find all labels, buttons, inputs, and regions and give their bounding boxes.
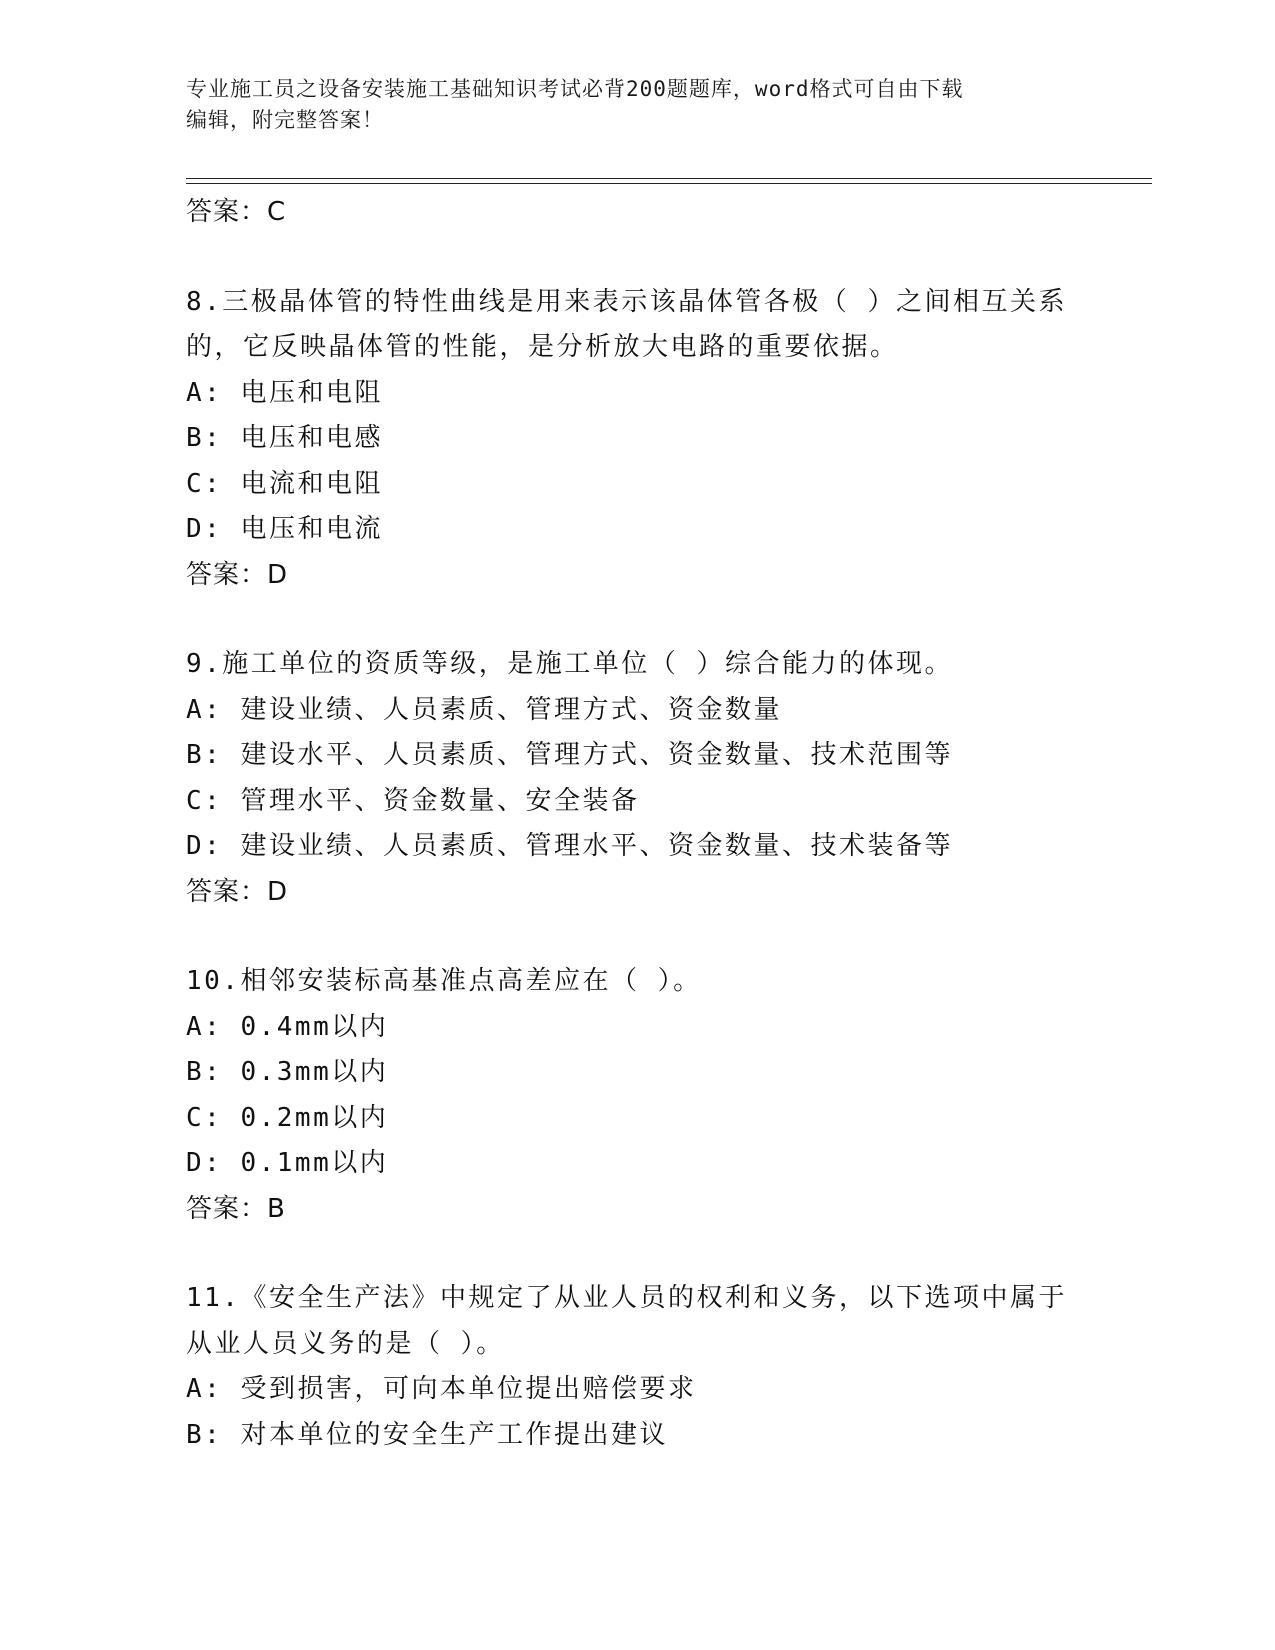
question-text: 8.三极晶体管的特性曲线是用来表示该晶体管各极（ ）之间相互关系 <box>186 286 1067 317</box>
option-d: D: 0.1mm以内 <box>186 1148 389 1178</box>
answer-line: 答案：C <box>186 197 287 227</box>
question-block <box>186 280 1086 599</box>
question-text: 从业人员义务的是（ ）。 <box>186 1328 505 1359</box>
question-block <box>186 642 1086 915</box>
header-line-2: 编辑，附完整答案！ <box>186 108 384 132</box>
option-a: A: 电压和电阻 <box>186 377 383 408</box>
document-header <box>186 74 1086 136</box>
header-line-1: 专业施工员之设备安装施工基础知识考试必背200题题库，word格式可自由下载 <box>186 77 964 101</box>
answer-line: 答案：D <box>186 559 289 590</box>
answer-line: 答案：B <box>186 1193 286 1224</box>
question-text: 9.施工单位的资质等级，是施工单位（ ）综合能力的体现。 <box>186 649 953 679</box>
document-body <box>186 190 1086 1458</box>
option-b: B: 电压和电感 <box>186 423 383 453</box>
question-block <box>186 959 1086 1232</box>
option-c: C: 电流和电阻 <box>186 468 383 499</box>
option-d: D: 电压和电流 <box>186 514 383 544</box>
option-a: A: 建设业绩、人员素质、管理方式、资金数量 <box>186 694 782 725</box>
option-a: A: 受到损害，可向本单位提出赔偿要求 <box>186 1374 697 1404</box>
question-block <box>186 1276 1086 1458</box>
option-c: C: 0.2mm以内 <box>186 1102 389 1133</box>
option-b: B: 对本单位的安全生产工作提出建议 <box>186 1419 668 1450</box>
header-rule-bottom <box>186 183 1152 184</box>
answer-line: 答案：D <box>186 876 289 907</box>
option-c: C: 管理水平、资金数量、安全装备 <box>186 785 640 816</box>
question-text: 的，它反映晶体管的性能，是分析放大电路的重要依据。 <box>186 332 899 362</box>
question-text: 10.相邻安装标高基准点高差应在（ ）。 <box>186 966 702 996</box>
question-text: 11.《安全生产法》中规定了从业人员的权利和义务，以下选项中属于 <box>186 1283 1067 1313</box>
option-b: B: 建设水平、人员素质、管理方式、资金数量、技术范围等 <box>186 740 953 770</box>
option-b: B: 0.3mm以内 <box>186 1057 389 1087</box>
header-rule-top <box>186 178 1152 179</box>
option-a: A: 0.4mm以内 <box>186 1011 389 1042</box>
option-d: D: 建设业绩、人员素质、管理水平、资金数量、技术装备等 <box>186 831 953 861</box>
